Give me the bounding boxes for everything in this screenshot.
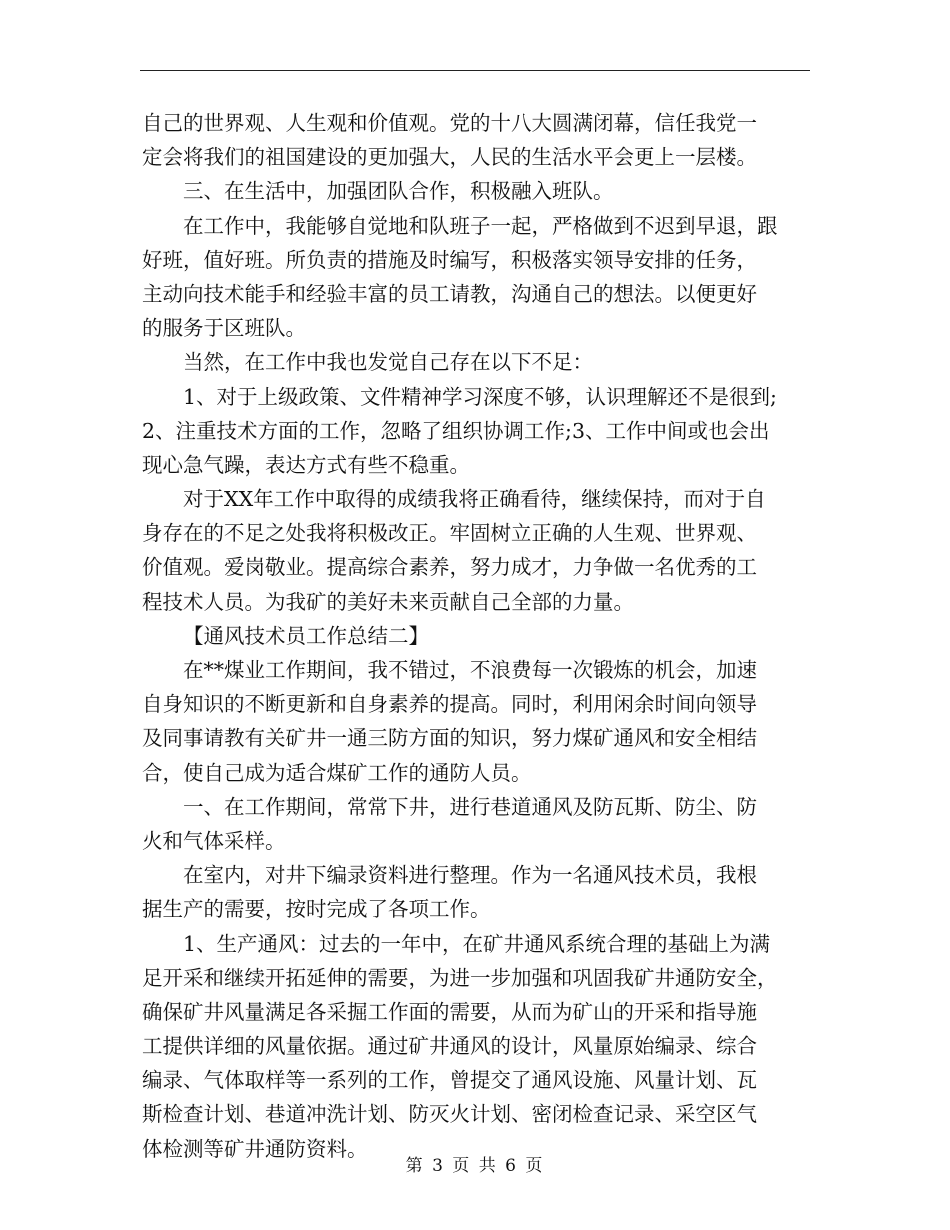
text-line: 的服务于区班队。 <box>142 316 306 341</box>
text-line: 斯检查计划、巷道冲洗计划、防灭火计划、密闭检查记录、采空区气 <box>142 1102 757 1127</box>
text-line: 2、注重技术方面的工作，忽略了组织协调工作;3、工作中间或也会出 <box>142 418 770 443</box>
text-line: 当然，在工作中我也发觉自己存在以下不足： <box>183 350 593 375</box>
text-line: 火和气体采样。 <box>142 828 286 853</box>
text-line: 价值观。爱岗敬业。提高综合素养，努力成才，力争做一名优秀的工 <box>142 555 757 580</box>
text-line: 定会将我们的祖国建设的更加强大，人民的生活水平会更上一层楼。 <box>142 145 757 170</box>
text-line: 编录、气体取样等一系列的工作，曾提交了通风设施、风量计划、瓦 <box>142 1068 757 1093</box>
text-line: 一、在工作期间，常常下井，进行巷道通风及防瓦斯、防尘、防 <box>183 794 757 819</box>
text-line: 足开采和继续开拓延伸的需要，为进一步加强和巩固我矿井通防安全， <box>142 965 778 990</box>
text-line: 【通风技术员工作总结二】 <box>183 623 429 648</box>
text-line: 工提供详细的风量依据。通过矿井通风的设计，风量原始编录、综合 <box>142 1034 757 1059</box>
text-line: 在**煤业工作期间，我不错过，不浪费每一次锻炼的机会，加速 <box>183 658 757 682</box>
text-line: 三、在生活中，加强团队合作，积极融入班队。 <box>183 179 614 204</box>
text-line: 合，使自己成为适合煤矿工作的通防人员。 <box>142 760 532 785</box>
text-line: 主动向技术能手和经验丰富的员工请教，沟通自己的想法。以便更好 <box>142 281 757 306</box>
header-rule <box>140 70 810 71</box>
text-line: 体检测等矿井通防资料。 <box>142 1136 368 1161</box>
text-line: 在室内，对井下编录资料进行整理。作为一名通风技术员，我根 <box>183 863 757 888</box>
text-line: 现心急气躁，表达方式有些不稳重。 <box>142 452 470 477</box>
text-line: 1、生产通风：过去的一年中，在矿井通风系统合理的基础上为满 <box>183 931 771 956</box>
text-line: 程技术人员。为我矿的美好未来贡献自己全部的力量。 <box>142 589 634 614</box>
document-body <box>142 106 810 1166</box>
text-line: 确保矿井风量满足各采掘工作面的需要，从而为矿山的开采和指导施 <box>142 999 757 1024</box>
text-line: 好班，值好班。所负责的措施及时编写，积极落实领导安排的任务， <box>142 247 757 272</box>
text-line: 自己的世界观、人生观和价值观。党的十八大圆满闭幕，信任我党一 <box>142 111 757 135</box>
text-line: 自身知识的不断更新和自身素养的提高。同时，利用闲余时间向领导 <box>142 692 757 717</box>
text-line: 身存在的不足之处我将积极改正。牢固树立正确的人生观、世界观、 <box>142 521 757 546</box>
text-line: 及同事请教有关矿井一通三防方面的知识，努力煤矿通风和安全相结 <box>142 726 757 751</box>
text-line: 在工作中，我能够自觉地和队班子一起，严格做到不迟到早退，跟 <box>183 213 778 238</box>
text-line: 1、对于上级政策、文件精神学习深度不够，认识理解还不是很到; <box>183 384 777 409</box>
text-line: 据生产的需要，按时完成了各项工作。 <box>142 897 491 922</box>
text-line: 对于XX年工作中取得的成绩我将正确看待，继续保持，而对于自 <box>183 487 766 512</box>
page-number-footer: 第 3 页 共 6 页 <box>405 1156 545 1176</box>
